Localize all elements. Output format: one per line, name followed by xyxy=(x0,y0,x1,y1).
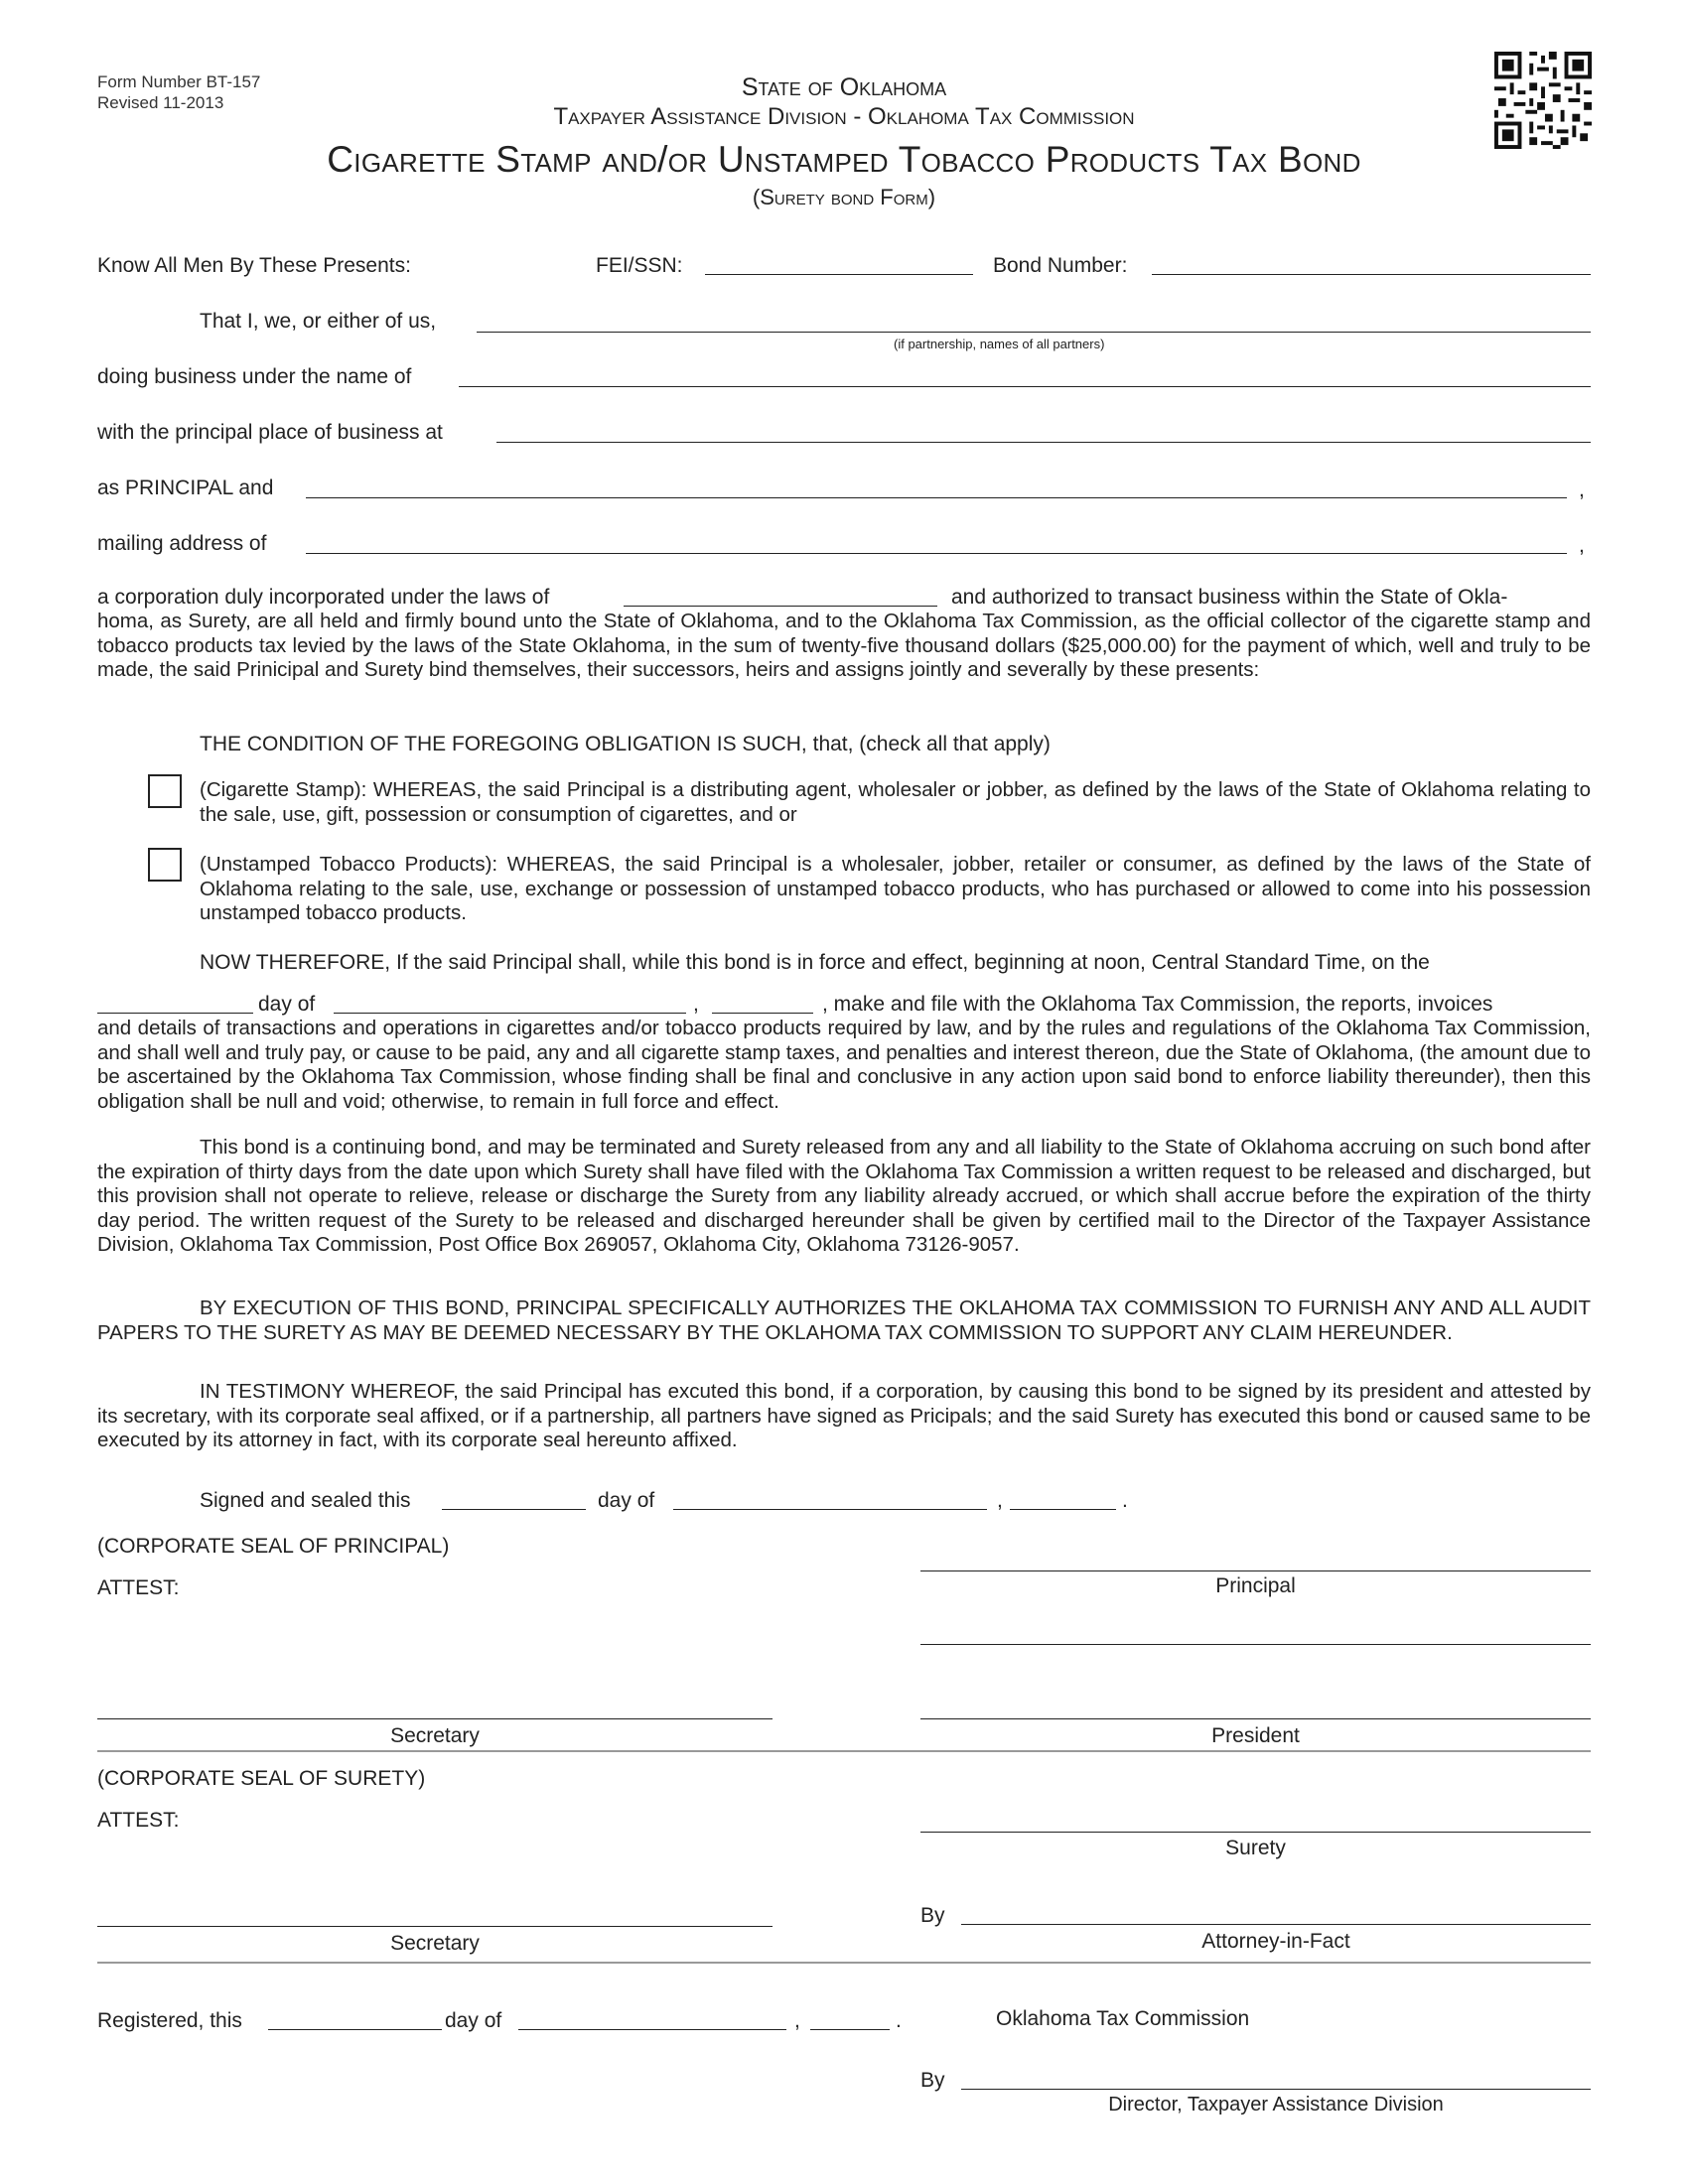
now-therefore-paragraph: and details of transactions and operations in cigarettes and/or tobacco products required by law, and by the rules and regulations of the Oklahoma Tax Commission, and shall well and truly pay, or cause to be paid, any and all cigarette stamp taxes, and penalties and interest thereon, due the State of Oklahoma, (the amount due to be ascertained by the Oklahoma Tax Commission, whose finding shall be final and conclusive in any action upon said bond to enforce liability thereunder), then this obligation shall be null and void; otherwise, to remain in full force and effect. xyxy=(97,1017,1591,1113)
fei-ssn-label: FEI/SSN: xyxy=(596,254,683,277)
cigarette-stamp-checkbox[interactable] xyxy=(148,774,182,808)
signed-sealed-label: Signed and sealed this xyxy=(200,1489,411,1512)
option-unstamped-tobacco: (Unstamped Tobacco Products): WHEREAS, the said Principal is a wholesaler, jobber, retailer or consumer, as defined by the laws of the State of Oklahoma relating to the sale, use, exchange or possession of unstamped tobacco products, who has purchased or allowed to come into his possession unstamped tobacco products. xyxy=(200,853,1591,924)
registered-month-field[interactable] xyxy=(518,2029,786,2030)
period-2: . xyxy=(896,2009,902,2032)
page-title: Cigarette Stamp and/or Unstamped Tobacco Products Tax Bond xyxy=(327,139,1361,180)
comma-2: , xyxy=(1579,534,1585,557)
continuing-bond-paragraph: This bond is a continuing bond, and may be terminated and Surety released from any and all liability to the State of Oklahoma accruing on such bond after the expiration of thirty days from the date upon which Surety shall have filed with the Oklahoma Tax Commission a written request to be released and discharged, but this provision shall not operate to relieve, release or discharge the Surety from any liability already accrued, or which shall accrue before the expiration of the thirty day period. The written request of the Surety to be released and discharged hereunder shall be given by certified mail to the Director of the Taxpayer Assistance Division, Oklahoma Tax Commission, Post Office Box 269057, Oklahoma City, Oklahoma 73126-9057. xyxy=(97,1136,1591,1256)
unstamped-tobacco-checkbox[interactable] xyxy=(148,848,182,882)
know-all-label: Know All Men By These Presents: xyxy=(97,254,411,277)
corp-paragraph: homa, as Surety, are all held and firmly bound unto the State of Oklahoma, and to the Oklahoma Tax Commission, as the official collector of the cigarette stamp and tobacco products tax levied by the laws of the State Oklahoma, in the sum of twenty-five thousand dollars ($25,000.00) for the payment of which, well and truly to be made, the said Prinicipal and Surety bind themselves, their successors, heirs and assigns jointly and severally by these presents: xyxy=(97,610,1591,681)
secretary-caption-2: Secretary xyxy=(390,1932,480,1955)
partner-note: (if partnership, names of all partners) xyxy=(894,337,1105,351)
signed-year-field[interactable] xyxy=(1010,1509,1116,1510)
comma-4: , xyxy=(997,1489,1003,1512)
start-day-field[interactable] xyxy=(97,1013,253,1014)
registered-label: Registered, this xyxy=(97,2009,242,2032)
director-signature-field[interactable] xyxy=(961,2089,1591,2090)
seal-surety-label: (CORPORATE SEAL OF SURETY) xyxy=(97,1767,426,1790)
registered-year-field[interactable] xyxy=(810,2029,890,2030)
start-year-field[interactable] xyxy=(712,1013,813,1014)
day-of-label-2: day of xyxy=(598,1489,655,1512)
condition-text: THE CONDITION OF THE FOREGOING OBLIGATION IS SUCH, that, (check all that apply) xyxy=(200,733,1051,755)
attorney-signature-field[interactable] xyxy=(961,1924,1591,1925)
period-1: . xyxy=(1122,1489,1128,1512)
principal-caption: Principal xyxy=(1215,1574,1296,1597)
day-of-label-1: day of xyxy=(258,993,316,1016)
surety-name-field[interactable] xyxy=(306,497,1567,498)
surety-secretary-signature-field[interactable] xyxy=(97,1926,773,1927)
now-tail: , make and file with the Oklahoma Tax Commission, the reports, invoices xyxy=(822,993,1493,1016)
by-label-1: By xyxy=(920,1904,945,1927)
incorporation-state-field[interactable] xyxy=(624,606,937,607)
that-i-label: That I, we, or either of us, xyxy=(200,310,437,333)
business-name-field[interactable] xyxy=(459,386,1591,387)
secretary-caption-1: Secretary xyxy=(390,1724,480,1747)
attest-label-2: ATTEST: xyxy=(97,1809,180,1832)
comma-1: , xyxy=(1579,478,1585,501)
now-therefore-text: NOW THEREFORE, If the said Principal shall, while this bond is in force and effect, beginning at noon, Central Standard Time, on the xyxy=(200,951,1430,974)
revised-date: Revised 11-2013 xyxy=(97,93,224,112)
principal-signature-field[interactable] xyxy=(920,1570,1591,1571)
registered-day-field[interactable] xyxy=(268,2029,442,2030)
execution-paragraph: BY EXECUTION OF THIS BOND, PRINCIPAL SPECIFICALLY AUTHORIZES THE OKLAHOMA TAX COMMISSION TO FURNISH ANY AND ALL AUDIT PAPERS TO THE SURETY AS MAY BE DEEMED NECESSARY BY THE OKLAHOMA TAX COMMISSION TO SUPPORT ANY CLAIM HEREUNDER. xyxy=(97,1297,1591,1344)
comma-3: , xyxy=(693,993,699,1016)
page-subtitle: (Surety bond Form) xyxy=(752,185,936,209)
doing-business-label: doing business under the name of xyxy=(97,365,412,388)
by-label-2: By xyxy=(920,2069,945,2092)
mailing-address-label: mailing address of xyxy=(97,532,267,555)
surety-signature-field[interactable] xyxy=(920,1832,1591,1833)
partner-names-field[interactable] xyxy=(477,332,1591,333)
principal-place-label: with the principal place of business at xyxy=(97,421,443,444)
option-cigarette-stamp: (Cigarette Stamp): WHEREAS, the said Principal is a distributing agent, wholesaler or jobber, as defined by the laws of the State of Oklahoma relating to the sale, use, gift, possession or consumption of cigarettes, and or xyxy=(200,778,1591,826)
director-caption: Director, Taxpayer Assistance Division xyxy=(1108,2094,1444,2116)
principal-place-field[interactable] xyxy=(496,442,1591,443)
surety-caption: Surety xyxy=(1225,1837,1286,1859)
as-principal-label: as PRINCIPAL and xyxy=(97,477,274,499)
principal-signature-field-2[interactable] xyxy=(920,1644,1591,1645)
comma-5: , xyxy=(794,2009,800,2032)
qr-code-icon xyxy=(1494,52,1592,149)
president-signature-field[interactable] xyxy=(920,1718,1591,1719)
section-divider xyxy=(97,1750,1591,1752)
attest-label-1: ATTEST: xyxy=(97,1576,180,1599)
attorney-caption: Attorney-in-Fact xyxy=(1201,1930,1350,1953)
day-of-label-3: day of xyxy=(445,2009,502,2032)
state-heading: State of Oklahoma xyxy=(741,73,947,101)
testimony-paragraph: IN TESTIMONY WHEREOF, the said Principal has excuted this bond, if a corporation, by causing this bond to be signed by its president and attested by its secretary, with its corporate seal affixed, or if a partnership, all partners have signed as Pricipals; and the said Surety has executed this bond or caused same to be executed by its attorney in fact, with its corporate seal hereunto affixed. xyxy=(97,1380,1591,1451)
corp-lead: a corporation duly incorporated under the laws of xyxy=(97,586,550,609)
division-heading: Taxpayer Assistance Division - Oklahoma Tax Commission xyxy=(553,103,1135,130)
start-month-field[interactable] xyxy=(334,1013,686,1014)
signed-month-field[interactable] xyxy=(673,1509,987,1510)
president-caption: President xyxy=(1211,1724,1300,1747)
fei-ssn-field[interactable] xyxy=(705,274,973,275)
signed-day-field[interactable] xyxy=(442,1509,586,1510)
otc-label: Oklahoma Tax Commission xyxy=(996,2007,1250,2030)
seal-principal-label: (CORPORATE SEAL OF PRINCIPAL) xyxy=(97,1535,450,1558)
section-divider-2 xyxy=(97,1962,1591,1964)
corp-tail: and authorized to transact business within the State of Okla- xyxy=(951,586,1508,609)
mailing-address-field[interactable] xyxy=(306,553,1567,554)
bond-number-field[interactable] xyxy=(1152,274,1591,275)
form-number: Form Number BT-157 xyxy=(97,72,261,91)
bond-number-label: Bond Number: xyxy=(993,254,1128,277)
principal-secretary-signature-field[interactable] xyxy=(97,1718,773,1719)
